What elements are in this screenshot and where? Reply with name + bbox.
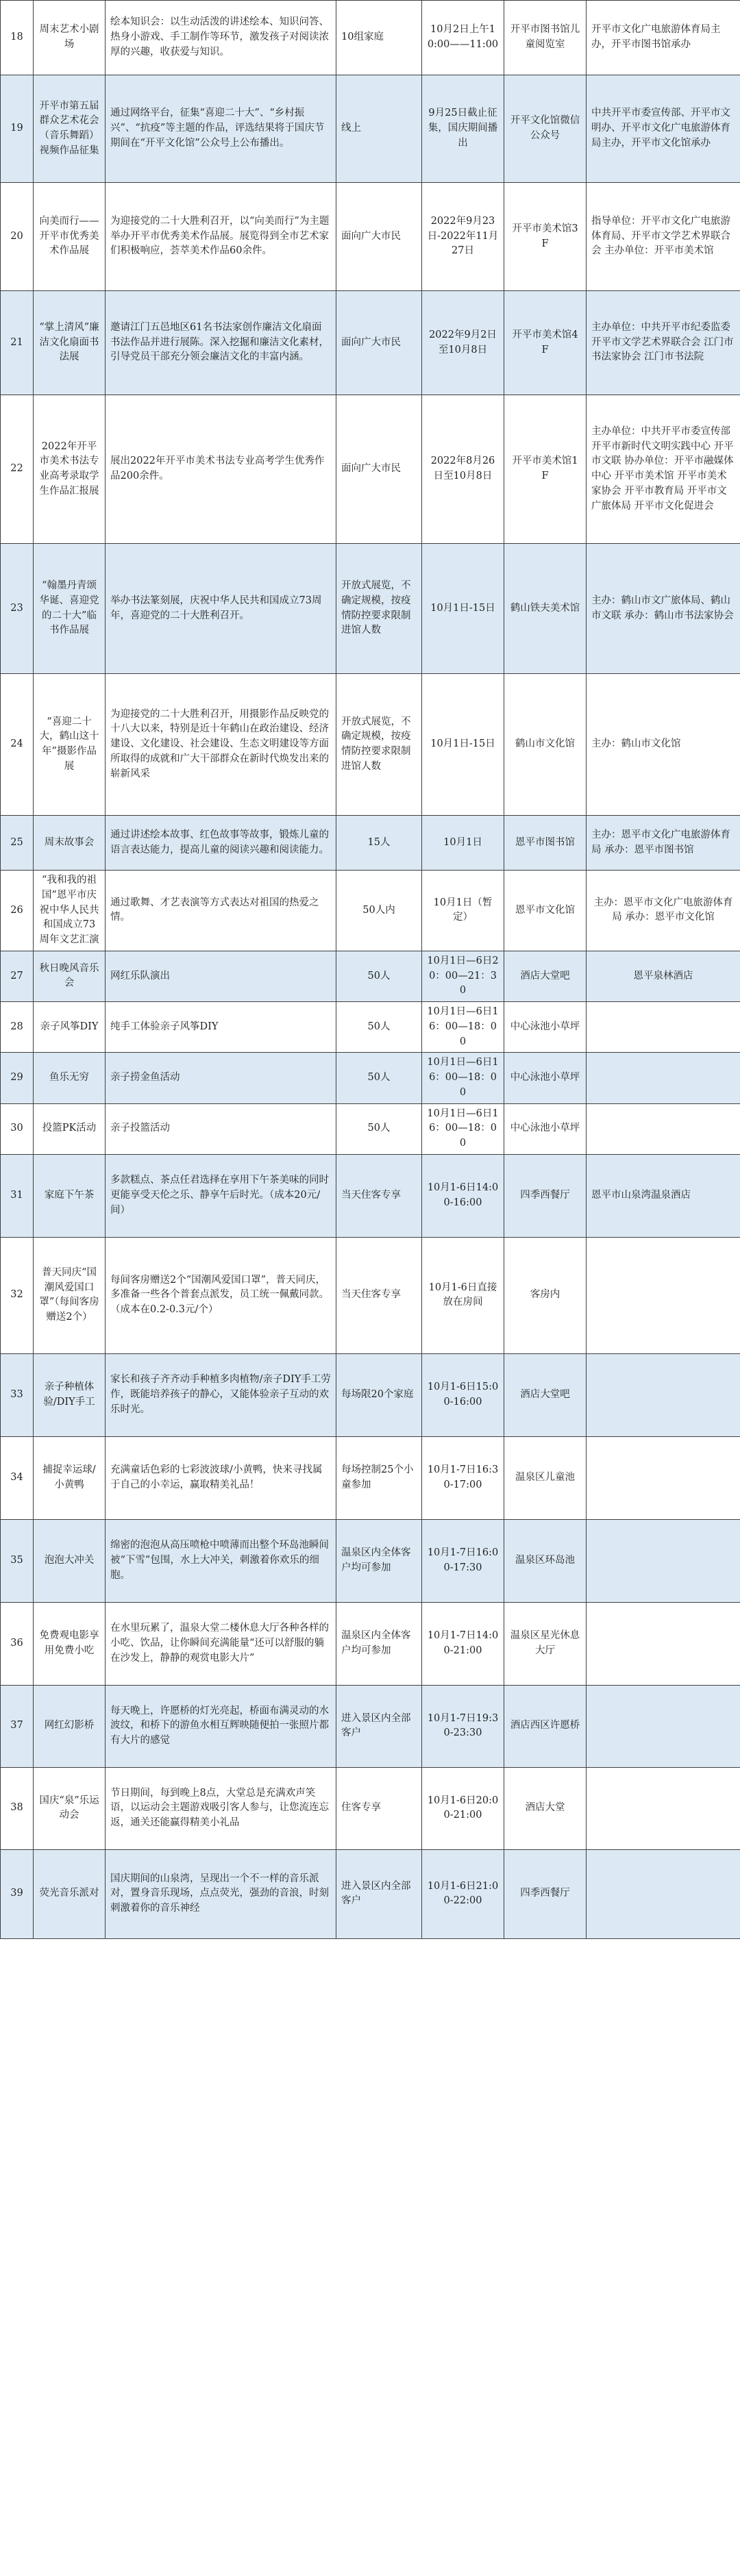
cell-organizer: 中共开平市委宣传部、开平市文明办、开平市文化广电旅游体育局主办，开平市文化馆承办 bbox=[587, 75, 740, 183]
cell-location: 酒店大堂 bbox=[504, 1767, 587, 1849]
cell-audience: 当天住客专享 bbox=[336, 1237, 422, 1353]
cell-location: 四季西餐厅 bbox=[504, 1154, 587, 1237]
cell-location: 温泉区环岛池 bbox=[504, 1519, 587, 1602]
cell-audience: 50人 bbox=[336, 1053, 422, 1103]
cell-organizer: 主办：鹤山市文化馆 bbox=[587, 674, 740, 816]
cell-location: 恩平市图书馆 bbox=[504, 816, 587, 871]
cell-description: 节日期间，每到晚上8点，大堂总是充满欢声笑语，以运动会主题游戏吸引客人参与，让您流连忘返，通关还能赢得精美小礼品 bbox=[106, 1767, 336, 1849]
cell-time: 10月1日-15日 bbox=[422, 544, 504, 674]
cell-time: 10月1-7日19:30-23:30 bbox=[422, 1685, 504, 1767]
table-row bbox=[1, 1237, 740, 1353]
cell-time: 10月2日上午10:00——11:00 bbox=[422, 1, 504, 75]
cell-organizer: 恩平泉林酒店 bbox=[587, 951, 740, 1001]
table-row bbox=[1, 1602, 740, 1685]
table-row bbox=[1, 1519, 740, 1602]
cell-description: 通过歌舞、才艺表演等方式表达对祖国的热爱之情。 bbox=[106, 871, 336, 951]
cell-organizer bbox=[587, 1685, 740, 1767]
cell-description: 每天晚上，许愿桥的灯光亮起，桥面布满灵动的水波纹，和桥下的游鱼水相互辉映随便拍一张照片都有大片的感觉 bbox=[106, 1685, 336, 1767]
cell-location: 客房内 bbox=[504, 1237, 587, 1353]
cell-location: 开平市美术馆1F bbox=[504, 395, 587, 544]
cell-organizer: 主办：鹤山市文广旅体局、鹤山市文联 承办：鹤山市书法家协会 bbox=[587, 544, 740, 674]
cell-time: 10月1日（暂定） bbox=[422, 871, 504, 951]
cell-audience: 开放式展览，不确定规模，按疫情防控要求限制进馆人数 bbox=[336, 544, 422, 674]
cell-activity-name: 向美而行——开平市优秀美术作品展 bbox=[34, 183, 106, 291]
cell-audience: 面向广大市民 bbox=[336, 291, 422, 395]
cell-organizer bbox=[587, 1002, 740, 1053]
cell-audience: 进入景区内全部客户 bbox=[336, 1685, 422, 1767]
table-row bbox=[1, 1685, 740, 1767]
cell-activity-name: 网红幻影桥 bbox=[34, 1685, 106, 1767]
cell-activity-name: 鱼乐无穷 bbox=[34, 1053, 106, 1103]
cell-audience: 50人内 bbox=[336, 871, 422, 951]
cell-time: 10月1日 bbox=[422, 816, 504, 871]
table-row bbox=[1, 544, 740, 674]
cell-description: 充满童话色彩的七彩波波球/小黄鸭，快来寻找属于自己的小幸运，赢取精美礼品！ bbox=[106, 1436, 336, 1519]
cell-audience: 进入景区内全部客户 bbox=[336, 1849, 422, 1938]
cell-activity-name: 荧光音乐派对 bbox=[34, 1849, 106, 1938]
table-row bbox=[1, 1436, 740, 1519]
cell-no: 19 bbox=[1, 75, 34, 183]
cell-organizer: 主办：恩平市文化广电旅游体育局 承办：恩平市文化馆 bbox=[587, 871, 740, 951]
cell-time: 10月1-6日14:00-16:00 bbox=[422, 1154, 504, 1237]
cell-time: 2022年9月23日-2022年11月27日 bbox=[422, 183, 504, 291]
cell-audience: 住客专享 bbox=[336, 1767, 422, 1849]
table-row bbox=[1, 183, 740, 291]
cell-description: 通过讲述绘本故事、红色故事等故事，锻炼儿童的语言表达能力，提高儿童的阅读兴趣和阅读能力。 bbox=[106, 816, 336, 871]
cell-activity-name: “喜迎二十大，鹤山这十年”摄影作品展 bbox=[34, 674, 106, 816]
cell-no: 18 bbox=[1, 1, 34, 75]
cell-description: 亲子投篮活动 bbox=[106, 1103, 336, 1154]
cell-time: 10月1-7日14:00-21:00 bbox=[422, 1602, 504, 1685]
cell-description: 绵密的泡泡从高压喷枪中喷薄而出整个环岛池瞬间被“下雪”包围，水上大冲关，刺激着你欢乐的细胞。 bbox=[106, 1519, 336, 1602]
cell-activity-name: 家庭下午茶 bbox=[34, 1154, 106, 1237]
cell-location: 酒店西区许愿桥 bbox=[504, 1685, 587, 1767]
cell-time: 10月1-7日16:30-17:00 bbox=[422, 1436, 504, 1519]
cell-activity-name: 周末艺术小剧场 bbox=[34, 1, 106, 75]
cell-organizer: 主办单位：中共开平市纪委监委 开平市文学艺术界联合会 江门市书法家协会 江门市书法院 bbox=[587, 291, 740, 395]
cell-location: 酒店大堂吧 bbox=[504, 951, 587, 1001]
cell-audience: 50人 bbox=[336, 1103, 422, 1154]
table-row bbox=[1, 871, 740, 951]
cell-location: 中心泳池小草坪 bbox=[504, 1103, 587, 1154]
cell-location: 温泉区儿童池 bbox=[504, 1436, 587, 1519]
cell-organizer bbox=[587, 1767, 740, 1849]
cell-audience: 每场控制25个小童参加 bbox=[336, 1436, 422, 1519]
cell-location: 开平市美术馆4F bbox=[504, 291, 587, 395]
cell-description: 展出2022年开平市美术书法专业高考学生优秀作品200余件。 bbox=[106, 395, 336, 544]
cell-location: 温泉区星光休息大厅 bbox=[504, 1602, 587, 1685]
cell-activity-name: “我和我的祖国”恩平市庆祝中华人民共和国成立73周年文艺汇演 bbox=[34, 871, 106, 951]
cell-organizer bbox=[587, 1353, 740, 1436]
cell-activity-name: 免费观电影享用免费小吃 bbox=[34, 1602, 106, 1685]
cell-time: 9月25日截止征集，国庆期间播出 bbox=[422, 75, 504, 183]
cell-description: 网红乐队演出 bbox=[106, 951, 336, 1001]
cell-location: 中心泳池小草坪 bbox=[504, 1053, 587, 1103]
cell-time: 2022年8月26日至10月8日 bbox=[422, 395, 504, 544]
cell-organizer: 主办单位：中共开平市委宣传部 开平市新时代文明实践中心 开平市文联 协办单位：开平市融媒体中心 开平市美术馆 开平市美术家协会 开平市教育局 开平市文广旅体局 开平市文化促进会 bbox=[587, 395, 740, 544]
table-row bbox=[1, 1002, 740, 1053]
cell-organizer: 开平市文化广电旅游体育局主办，开平市图书馆承办 bbox=[587, 1, 740, 75]
cell-activity-name: 2022年开平市美术书法专业高考录取学生作品汇报展 bbox=[34, 395, 106, 544]
cell-no: 24 bbox=[1, 674, 34, 816]
cell-no: 36 bbox=[1, 1602, 34, 1685]
cell-no: 20 bbox=[1, 183, 34, 291]
cell-description: 国庆期间的山泉湾，呈现出一个不一样的音乐派对，置身音乐现场，点点荧光，强劲的音浪，时刻刺激着你的音乐神经 bbox=[106, 1849, 336, 1938]
table-row bbox=[1, 1103, 740, 1154]
cell-no: 26 bbox=[1, 871, 34, 951]
cell-no: 34 bbox=[1, 1436, 34, 1519]
cell-activity-name: “掌上清风”廉洁文化扇面书法展 bbox=[34, 291, 106, 395]
cell-audience: 每场限20个家庭 bbox=[336, 1353, 422, 1436]
cell-time: 10月1日-15日 bbox=[422, 674, 504, 816]
table-row bbox=[1, 1154, 740, 1237]
cell-organizer: 指导单位：开平市文化广电旅游体育局、开平市文学艺术界联合会 主办单位：开平市美术馆 bbox=[587, 183, 740, 291]
cell-activity-name: 亲子种植体验/DIY手工 bbox=[34, 1353, 106, 1436]
cell-no: 29 bbox=[1, 1053, 34, 1103]
table-row bbox=[1, 1849, 740, 1938]
cell-no: 23 bbox=[1, 544, 34, 674]
cell-description: 在水里玩累了，温泉大堂二楼休息大厅各种各样的小吃、饮品，让你瞬间充满能量“还可以舒服的躺在沙发上，静静的观赏电影大片” bbox=[106, 1602, 336, 1685]
cell-audience: 面向广大市民 bbox=[336, 395, 422, 544]
table-row bbox=[1, 1353, 740, 1436]
cell-description: 举办书法篆刻展，庆祝中华人民共和国成立73周年，喜迎党的二十大胜利召开。 bbox=[106, 544, 336, 674]
cell-organizer: 主办：恩平市文化广电旅游体育局 承办：恩平市图书馆 bbox=[587, 816, 740, 871]
cell-time: 10月1-6日15:00-16:00 bbox=[422, 1353, 504, 1436]
table-row bbox=[1, 816, 740, 871]
cell-activity-name: 投篮PK活动 bbox=[34, 1103, 106, 1154]
table-row bbox=[1, 1767, 740, 1849]
cell-activity-name: 泡泡大冲关 bbox=[34, 1519, 106, 1602]
cell-organizer bbox=[587, 1436, 740, 1519]
cell-organizer bbox=[587, 1103, 740, 1154]
cell-location: 恩平市文化馆 bbox=[504, 871, 587, 951]
cell-description: 家长和孩子齐齐动手种植多肉植物/亲子DIY手工劳作，既能培养孩子的静心，又能体验亲子互动的欢乐时光。 bbox=[106, 1353, 336, 1436]
cell-location: 酒店大堂吧 bbox=[504, 1353, 587, 1436]
cell-location: 鹤山铁夫美术馆 bbox=[504, 544, 587, 674]
cell-audience: 50人 bbox=[336, 1002, 422, 1053]
cell-organizer bbox=[587, 1237, 740, 1353]
cell-audience: 线上 bbox=[336, 75, 422, 183]
cell-time: 10月1日—6日16：00—18：00 bbox=[422, 1002, 504, 1053]
cell-description: 邀请江门五邑地区61名书法家创作廉洁文化扇面书法作品并进行展陈。深入挖掘和廉洁文化素材，引导党员干部充分领会廉洁文化的丰富内涵。 bbox=[106, 291, 336, 395]
cell-location: 鹤山市文化馆 bbox=[504, 674, 587, 816]
cell-time: 10月1-6日21:00-22:00 bbox=[422, 1849, 504, 1938]
cell-no: 39 bbox=[1, 1849, 34, 1938]
cell-time: 10月1日—6日16：00—18：00 bbox=[422, 1103, 504, 1154]
cell-audience: 10组家庭 bbox=[336, 1, 422, 75]
cell-audience: 面向广大市民 bbox=[336, 183, 422, 291]
cell-no: 21 bbox=[1, 291, 34, 395]
cell-organizer bbox=[587, 1519, 740, 1602]
table-row bbox=[1, 1053, 740, 1103]
cell-audience: 15人 bbox=[336, 816, 422, 871]
cell-organizer bbox=[587, 1053, 740, 1103]
cell-time: 10月1-7日16:00-17:30 bbox=[422, 1519, 504, 1602]
cell-activity-name: 亲子风筝DIY bbox=[34, 1002, 106, 1053]
cell-description: 亲子捞金鱼活动 bbox=[106, 1053, 336, 1103]
cell-no: 25 bbox=[1, 816, 34, 871]
cell-description: 绘本知识会：以生动活泼的讲述绘本、知识问答、热身小游戏、手工制作等环节，激发孩子对阅读浓厚的兴趣，收获爱与知识。 bbox=[106, 1, 336, 75]
cell-no: 37 bbox=[1, 1685, 34, 1767]
cell-activity-name: 开平市第五届群众艺术花会（音乐舞蹈）视频作品征集 bbox=[34, 75, 106, 183]
table-row bbox=[1, 1, 740, 75]
cell-audience: 温泉区内全体客户均可参加 bbox=[336, 1519, 422, 1602]
cell-activity-name: 周末故事会 bbox=[34, 816, 106, 871]
cell-location: 开平文化馆微信公众号 bbox=[504, 75, 587, 183]
cell-no: 38 bbox=[1, 1767, 34, 1849]
cell-no: 33 bbox=[1, 1353, 34, 1436]
cell-no: 27 bbox=[1, 951, 34, 1001]
cell-no: 28 bbox=[1, 1002, 34, 1053]
cell-no: 22 bbox=[1, 395, 34, 544]
cell-location: 中心泳池小草坪 bbox=[504, 1002, 587, 1053]
cell-no: 35 bbox=[1, 1519, 34, 1602]
cell-audience: 温泉区内全体客户均可参加 bbox=[336, 1602, 422, 1685]
cell-activity-name: 捕捉幸运球/小黄鸭 bbox=[34, 1436, 106, 1519]
cell-time: 10月1日—6日16：00—18：00 bbox=[422, 1053, 504, 1103]
cell-description: 多款糕点、茶点任君选择在享用下午茶美味的同时更能享受天伦之乐、静享午后时光。（成本20元/间） bbox=[106, 1154, 336, 1237]
cell-no: 30 bbox=[1, 1103, 34, 1154]
cell-organizer bbox=[587, 1849, 740, 1938]
cell-organizer: 恩平市山泉湾温泉酒店 bbox=[587, 1154, 740, 1237]
cell-description: 纯手工体验亲子风筝DIY bbox=[106, 1002, 336, 1053]
table-row bbox=[1, 395, 740, 544]
cell-description: 通过网络平台，征集“喜迎二十大”、“乡村振兴”、“抗疫”等主题的作品，评选结果将于国庆节期间在“开平文化馆”公众号上公布播出。 bbox=[106, 75, 336, 183]
table-row bbox=[1, 291, 740, 395]
cell-no: 31 bbox=[1, 1154, 34, 1237]
cell-location: 开平市美术馆3F bbox=[504, 183, 587, 291]
table-row bbox=[1, 75, 740, 183]
cell-location: 开平市图书馆儿童阅览室 bbox=[504, 1, 587, 75]
cell-audience: 50人 bbox=[336, 951, 422, 1001]
cell-audience: 当天住客专享 bbox=[336, 1154, 422, 1237]
cell-activity-name: 秋日晚风音乐会 bbox=[34, 951, 106, 1001]
cell-no: 32 bbox=[1, 1237, 34, 1353]
table-body bbox=[1, 1, 740, 1939]
cell-activity-name: 普天同庆“国潮风爱国口罩”（每间客房赠送2个） bbox=[34, 1237, 106, 1353]
cell-time: 2022年9月2日至10月8日 bbox=[422, 291, 504, 395]
cell-activity-name: 国庆“泉”乐运动会 bbox=[34, 1767, 106, 1849]
cell-audience: 开放式展览，不确定规模，按疫情防控要求限制进馆人数 bbox=[336, 674, 422, 816]
cell-location: 四季西餐厅 bbox=[504, 1849, 587, 1938]
cell-description: 为迎接党的二十大胜利召开，以“向美而行”为主题举办开平市优秀美术作品展。展览得到全市艺术家们积极响应，荟萃美术作品60余件。 bbox=[106, 183, 336, 291]
cell-description: 每间客房赠送2个“国潮风爱国口罩”，普天同庆，多准备一些各个普套点派发，员工统一佩戴同款。（成本在0.2-0.3元/个） bbox=[106, 1237, 336, 1353]
table-row bbox=[1, 674, 740, 816]
cell-time: 10月1-6日直接放在房间 bbox=[422, 1237, 504, 1353]
cell-time: 10月1日—6日20：00—21：30 bbox=[422, 951, 504, 1001]
cell-activity-name: “翰墨丹青颂华诞、喜迎党的二十大”临书作品展 bbox=[34, 544, 106, 674]
cell-organizer bbox=[587, 1602, 740, 1685]
cell-time: 10月1-6日20:00-21:00 bbox=[422, 1767, 504, 1849]
cell-description: 为迎接党的二十大胜利召开，用摄影作品反映党的十八大以来，特别是近十年鹤山在政治建设、经济建设、文化建设、社会建设、生态文明建设等方面所取得的成就和广大干部群众在新时代焕发出来的崭新风采 bbox=[106, 674, 336, 816]
table-row bbox=[1, 951, 740, 1001]
